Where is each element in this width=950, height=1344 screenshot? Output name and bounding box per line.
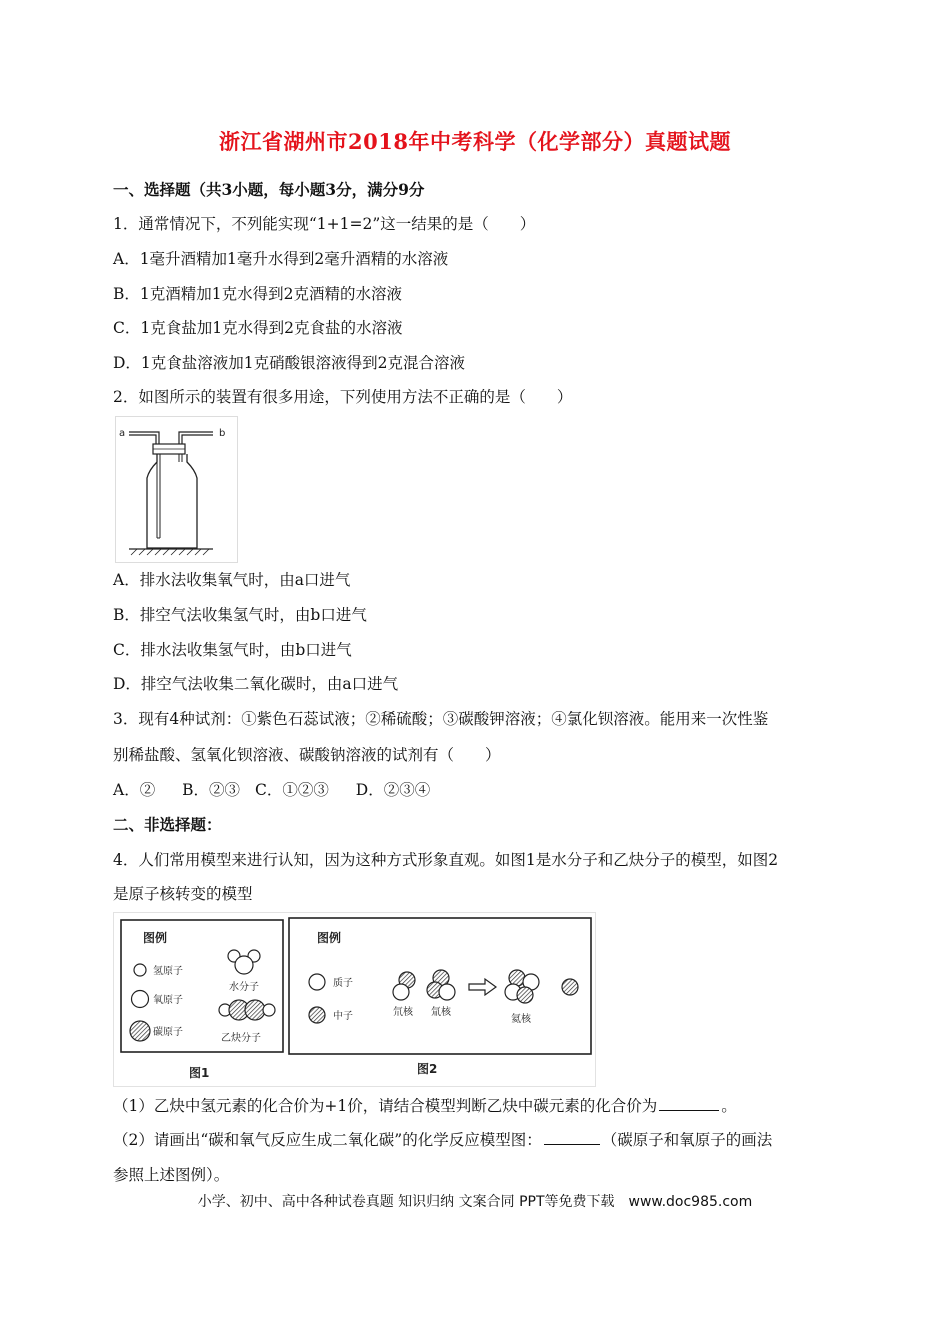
q3-option-b: B．②③	[182, 781, 241, 799]
water-molecule-icon	[228, 950, 260, 974]
q2-option-a: A．排水法收集氧气时，由a口进气	[113, 571, 351, 589]
section-heading-choice: 一、选择题（共3小题，每小题3分，满分9分	[113, 180, 425, 199]
q3-option-a: A．②	[113, 781, 156, 799]
q3-option-d: D．②③④	[355, 781, 431, 799]
q4-sub1-blank	[659, 1096, 719, 1111]
fig1-legend: 图例	[143, 931, 168, 945]
q1-option-d: D．1克食盐溶液加1克硝酸银溶液得到2克混合溶液	[113, 354, 466, 372]
gas-bottle-figure	[115, 416, 239, 564]
fig2-nucleus-helium: 氦核	[511, 1014, 531, 1025]
q2-option-c: C．排水法收集氢气时，由b口进气	[113, 641, 352, 659]
q1-option-c: C．1克食盐加1克水得到2克食盐的水溶液	[113, 319, 403, 337]
hydrogen-atom-icon	[134, 964, 146, 976]
carbon-atom-icon	[130, 1021, 150, 1041]
fig1-molecule-water: 水分子	[229, 982, 259, 993]
q4-stem-line2: 是原子核转变的模型	[113, 885, 253, 903]
q3-option-c: C．①②③	[254, 781, 329, 799]
helium-nucleus-icon	[505, 970, 539, 1003]
fig1-caption: 图1	[189, 1066, 210, 1080]
q4-sub2	[113, 1130, 772, 1150]
fig2-caption: 图2	[417, 1062, 438, 1076]
proton-icon	[309, 974, 325, 990]
q3-options	[113, 780, 430, 800]
fig2-nucleus-deuterium: 氘核	[393, 1007, 413, 1018]
oxygen-atom-icon	[132, 991, 149, 1008]
q3-stem-line1: 3．现有4种试剂：①紫色石蕊试液；②稀硫酸；③碳酸钾溶液；④氯化钡溶液。能用来一次性鉴	[113, 710, 769, 728]
page-title: 浙江省湖州市2018年中考科学（化学部分）真题试题	[219, 129, 731, 154]
tritium-nucleus-icon	[427, 970, 455, 1000]
fig2-nucleus-tritium: 氚核	[431, 1007, 451, 1018]
label-b: b	[219, 428, 226, 439]
q4-sub2-text: （2）请画出“碳和氧气反应生成二氧化碳”的化学反应模型图：	[113, 1131, 542, 1149]
neutron-icon	[309, 1007, 325, 1023]
reaction-arrow-icon	[469, 979, 496, 995]
fig1-molecule-acetylene: 乙炔分子	[221, 1033, 261, 1044]
fig2-proton: 质子	[333, 978, 353, 989]
q4-sub2-line2: 参照上述图例）。	[113, 1166, 230, 1184]
q1-option-a: A．1毫升酒精加1毫升水得到2毫升酒精的水溶液	[113, 250, 449, 268]
q2-option-b: B．排空气法收集氢气时，由b口进气	[113, 606, 367, 624]
released-neutron-icon	[562, 979, 578, 995]
q1-stem: 1．通常情况下，不列能实现“1+1=2”这一结果的是（ ）	[113, 215, 536, 233]
fig1-atom-carbon: 碳原子	[153, 1027, 183, 1038]
q4-sub1-text: （1）乙炔中氢元素的化合价为+1价，请结合模型判断乙炔中碳元素的化合价为	[113, 1097, 658, 1115]
q4-sub2-note: （碳原子和氧原子的画法	[601, 1131, 773, 1149]
q1-option-b: B．1克酒精加1克水得到2克酒精的水溶液	[113, 285, 402, 303]
fig1-atom-hydrogen: 氢原子	[153, 966, 183, 977]
model-figures	[113, 912, 597, 1088]
deuterium-nucleus-icon	[393, 972, 415, 1000]
fig2-legend: 图例	[317, 931, 342, 945]
q3-stem-line2: 别稀盐酸、氢氧化钡溶液、碳酸钠溶液的试剂有（ ）	[113, 746, 501, 764]
q2-option-d: D．排空气法收集二氧化碳时，由a口进气	[113, 675, 399, 693]
acetylene-molecule-icon	[219, 1000, 275, 1020]
page-footer: 小学、初中、高中各种试卷真题 知识归纳 文案合同 PPT等免费下载 www.doc985.com	[197, 1194, 753, 1210]
label-a: a	[119, 428, 126, 439]
section-heading-nonchoice: 二、非选择题：	[113, 815, 222, 834]
q4-sub1	[113, 1096, 737, 1116]
fig1-atom-oxygen: 氧原子	[153, 995, 183, 1006]
q4-stem-line1: 4．人们常用模型来进行认知，因为这种方式形象直观。如图1是水分子和乙炔分子的模型，如图2	[113, 851, 779, 869]
fig2-neutron: 中子	[333, 1011, 353, 1022]
q2-stem: 2．如图所示的装置有很多用途，下列使用方法不正确的是（ ）	[113, 388, 573, 406]
q4-sub1-end: 。	[721, 1097, 737, 1115]
q4-sub2-blank	[544, 1130, 600, 1145]
